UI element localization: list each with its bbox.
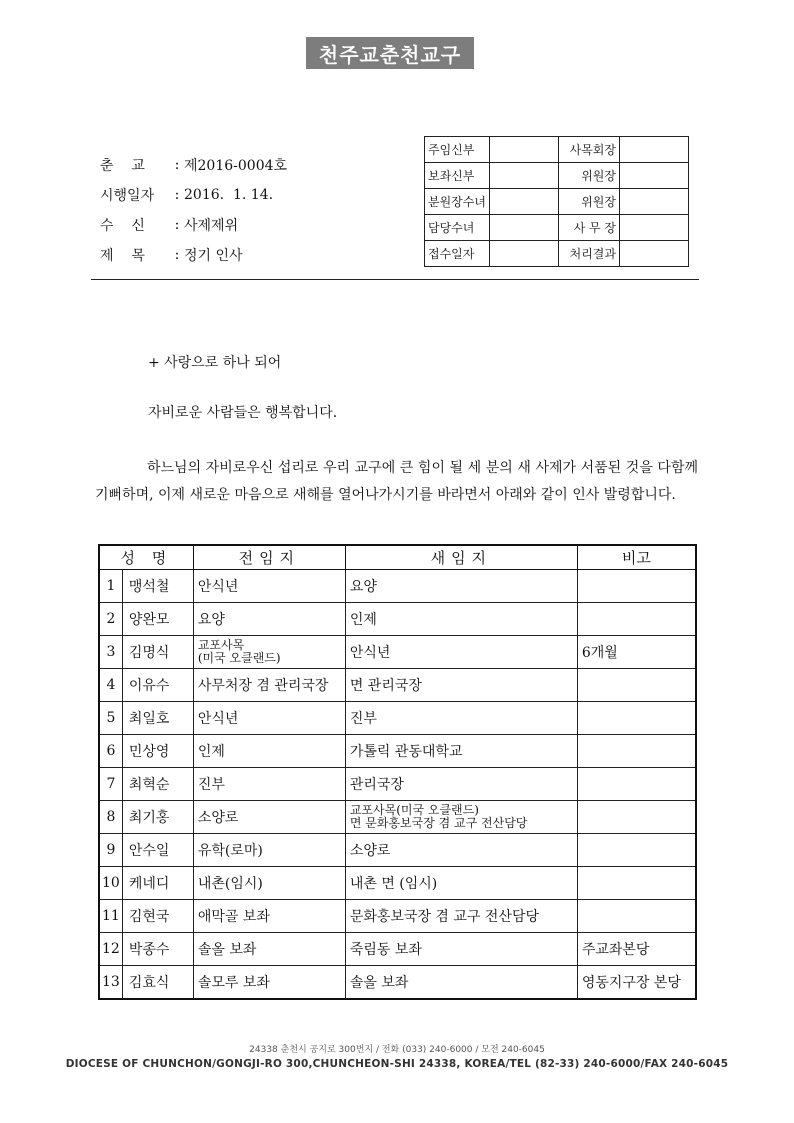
cell-prev: 유학(로마) (193, 834, 345, 867)
header-colon: : (174, 157, 180, 173)
cell-new: 면 관리국장 (345, 669, 577, 702)
approval-cell: 사목회장 (559, 137, 620, 163)
footer-address-korean: 24338 춘천시 공지로 300번지 / 전화 (033) 240-6000 / 모전 240-6045 (249, 1045, 545, 1055)
approval-box (424, 136, 689, 267)
table-row (99, 669, 696, 702)
cell-no: 11 (99, 900, 122, 933)
cell-name: 최일호 (122, 702, 193, 735)
announcement-paragraph: 하느님의 자비로우신 섭리로 우리 교구에 큰 힘이 될 세 분의 새 사제가 서품된 것을 다함께 기뻐하며, 이제 새로운 마음으로 새해를 열어나가시기를 바라면서 아래와 같이 인사 발령합니다. (95, 460, 698, 503)
cell-note (577, 867, 696, 900)
approval-cell (490, 241, 559, 267)
approval-cell: 보좌신부 (425, 163, 490, 189)
approval-cell (620, 189, 689, 215)
cell-no: 2 (99, 603, 122, 636)
approval-cell (490, 163, 559, 189)
cell-prev: 안식년 (193, 702, 345, 735)
cell-note (577, 570, 696, 603)
cell-prev: 솔올 보좌 (193, 933, 345, 966)
cell-no: 8 (99, 801, 122, 834)
header-name: 성 명 (99, 545, 193, 570)
cell-note: 주교좌본당 (577, 933, 696, 966)
header-new: 새임지 (345, 545, 577, 570)
cell-no: 7 (99, 768, 122, 801)
table-row (99, 570, 696, 603)
cell-new: 솔올 보좌 (345, 966, 577, 1000)
header-label: 춘 교 (100, 158, 145, 174)
cell-no: 13 (99, 966, 122, 1000)
header-divider (91, 279, 699, 280)
cell-no: 4 (99, 669, 122, 702)
cell-no: 1 (99, 570, 122, 603)
table-row (99, 768, 696, 801)
beatitude-line: 자비로운 사람들은 행복합니다. (148, 405, 338, 421)
cell-prev: 소양로 (193, 801, 345, 834)
cell-no: 9 (99, 834, 122, 867)
cell-prev: 사무처장 겸 관리국장 (193, 669, 345, 702)
cell-prev: 인제 (193, 735, 345, 768)
cell-new: 죽림동 보좌 (345, 933, 577, 966)
cell-name: 박종수 (122, 933, 193, 966)
header-colon: : (174, 247, 180, 263)
cell-name: 민상영 (122, 735, 193, 768)
table-row (99, 900, 696, 933)
greeting-line: + 사랑으로 하나 되어 (148, 355, 282, 371)
cell-prev: 교포사목 (미국 오클랜드) (193, 636, 345, 669)
cell-prev: 솔모루 보좌 (193, 966, 345, 1000)
approval-cell: 사 무 장 (559, 215, 620, 241)
table-row (99, 603, 696, 636)
approval-cell: 분원장수녀 (425, 189, 490, 215)
table-row (99, 933, 696, 966)
cell-name: 최기홍 (122, 801, 193, 834)
cell-prev: 요양 (193, 603, 345, 636)
cell-name: 김효식 (122, 966, 193, 1000)
cell-new: 내촌 면 (임시) (345, 867, 577, 900)
cell-no: 5 (99, 702, 122, 735)
cell-no: 3 (99, 636, 122, 669)
cell-new: 진부 (345, 702, 577, 735)
header-row (100, 240, 287, 270)
cell-new: 문화홍보국장 겸 교구 전산담당 (345, 900, 577, 933)
personnel-table (98, 544, 697, 1000)
cell-new: 가톨릭 관동대학교 (345, 735, 577, 768)
table-row (99, 966, 696, 1000)
header-label: 시행일자 (100, 188, 155, 204)
table-row (99, 735, 696, 768)
table-row (99, 834, 696, 867)
cell-note (577, 735, 696, 768)
approval-cell (620, 163, 689, 189)
cell-note (577, 669, 696, 702)
approval-row (425, 215, 689, 241)
header-value: 2016. 1. 14. (184, 187, 274, 203)
table-header-row (99, 545, 696, 570)
approval-row (425, 189, 689, 215)
table-row (99, 867, 696, 900)
approval-row (425, 137, 689, 163)
cell-note (577, 702, 696, 735)
cell-note: 영동지구장 본당 (577, 966, 696, 1000)
header-previous: 전임지 (193, 545, 345, 570)
cell-name: 케네디 (122, 867, 193, 900)
approval-cell: 위원장 (559, 189, 620, 215)
approval-cell (620, 137, 689, 163)
cell-note (577, 603, 696, 636)
approval-cell: 위원장 (559, 163, 620, 189)
cell-name: 안수일 (122, 834, 193, 867)
cell-name: 김명식 (122, 636, 193, 669)
cell-new: 관리국장 (345, 768, 577, 801)
approval-row (425, 163, 689, 189)
cell-new: 교포사목(미국 오클랜드) 면 문화홍보국장 겸 교구 전산담당 (345, 801, 577, 834)
approval-cell: 처리결과 (559, 241, 620, 267)
approval-cell: 담당수녀 (425, 215, 490, 241)
cell-prev: 애막골 보좌 (193, 900, 345, 933)
cell-name: 김현국 (122, 900, 193, 933)
approval-cell (490, 215, 559, 241)
approval-cell (620, 241, 689, 267)
document-header-info (100, 150, 287, 270)
header-colon: : (174, 187, 180, 203)
header-value: 사제제위 (184, 218, 239, 234)
cell-new: 소양로 (345, 834, 577, 867)
header-note: 비고 (577, 545, 696, 570)
cell-prev: 안식년 (193, 570, 345, 603)
header-value: 제2016-0004호 (184, 158, 288, 174)
approval-cell: 주임신부 (425, 137, 490, 163)
cell-new: 안식년 (345, 636, 577, 669)
cell-note (577, 834, 696, 867)
cell-new: 인제 (345, 603, 577, 636)
approval-cell (490, 137, 559, 163)
approval-cell (620, 215, 689, 241)
table-row (99, 702, 696, 735)
header-row (100, 150, 287, 180)
cell-no: 12 (99, 933, 122, 966)
cell-new: 요양 (345, 570, 577, 603)
header-row (100, 210, 287, 240)
header-colon: : (174, 217, 180, 233)
cell-note (577, 768, 696, 801)
table-row (99, 801, 696, 834)
cell-prev: 내촌(임시) (193, 867, 345, 900)
header-value: 정기 인사 (184, 248, 243, 264)
diocese-logo: 천주교춘천교구 (306, 37, 474, 69)
cell-no: 10 (99, 867, 122, 900)
table-row (99, 636, 696, 669)
approval-row (425, 241, 689, 267)
footer-address-english: DIOCESE OF CHUNCHON/GONGJI-RO 300,CHUNCHEON-SHI 24338, KOREA/TEL (82-33) 240-6000/FAX 240-6045 (65, 1058, 729, 1070)
approval-cell (490, 189, 559, 215)
cell-name: 맹석철 (122, 570, 193, 603)
cell-no: 6 (99, 735, 122, 768)
cell-name: 최혁순 (122, 768, 193, 801)
cell-name: 양완모 (122, 603, 193, 636)
header-label: 제 목 (100, 248, 145, 264)
cell-note (577, 801, 696, 834)
cell-note (577, 900, 696, 933)
approval-cell: 접수일자 (425, 241, 490, 267)
cell-note: 6개월 (577, 636, 696, 669)
header-label: 수 신 (100, 218, 145, 234)
header-row (100, 180, 287, 210)
cell-prev: 진부 (193, 768, 345, 801)
cell-name: 이유수 (122, 669, 193, 702)
